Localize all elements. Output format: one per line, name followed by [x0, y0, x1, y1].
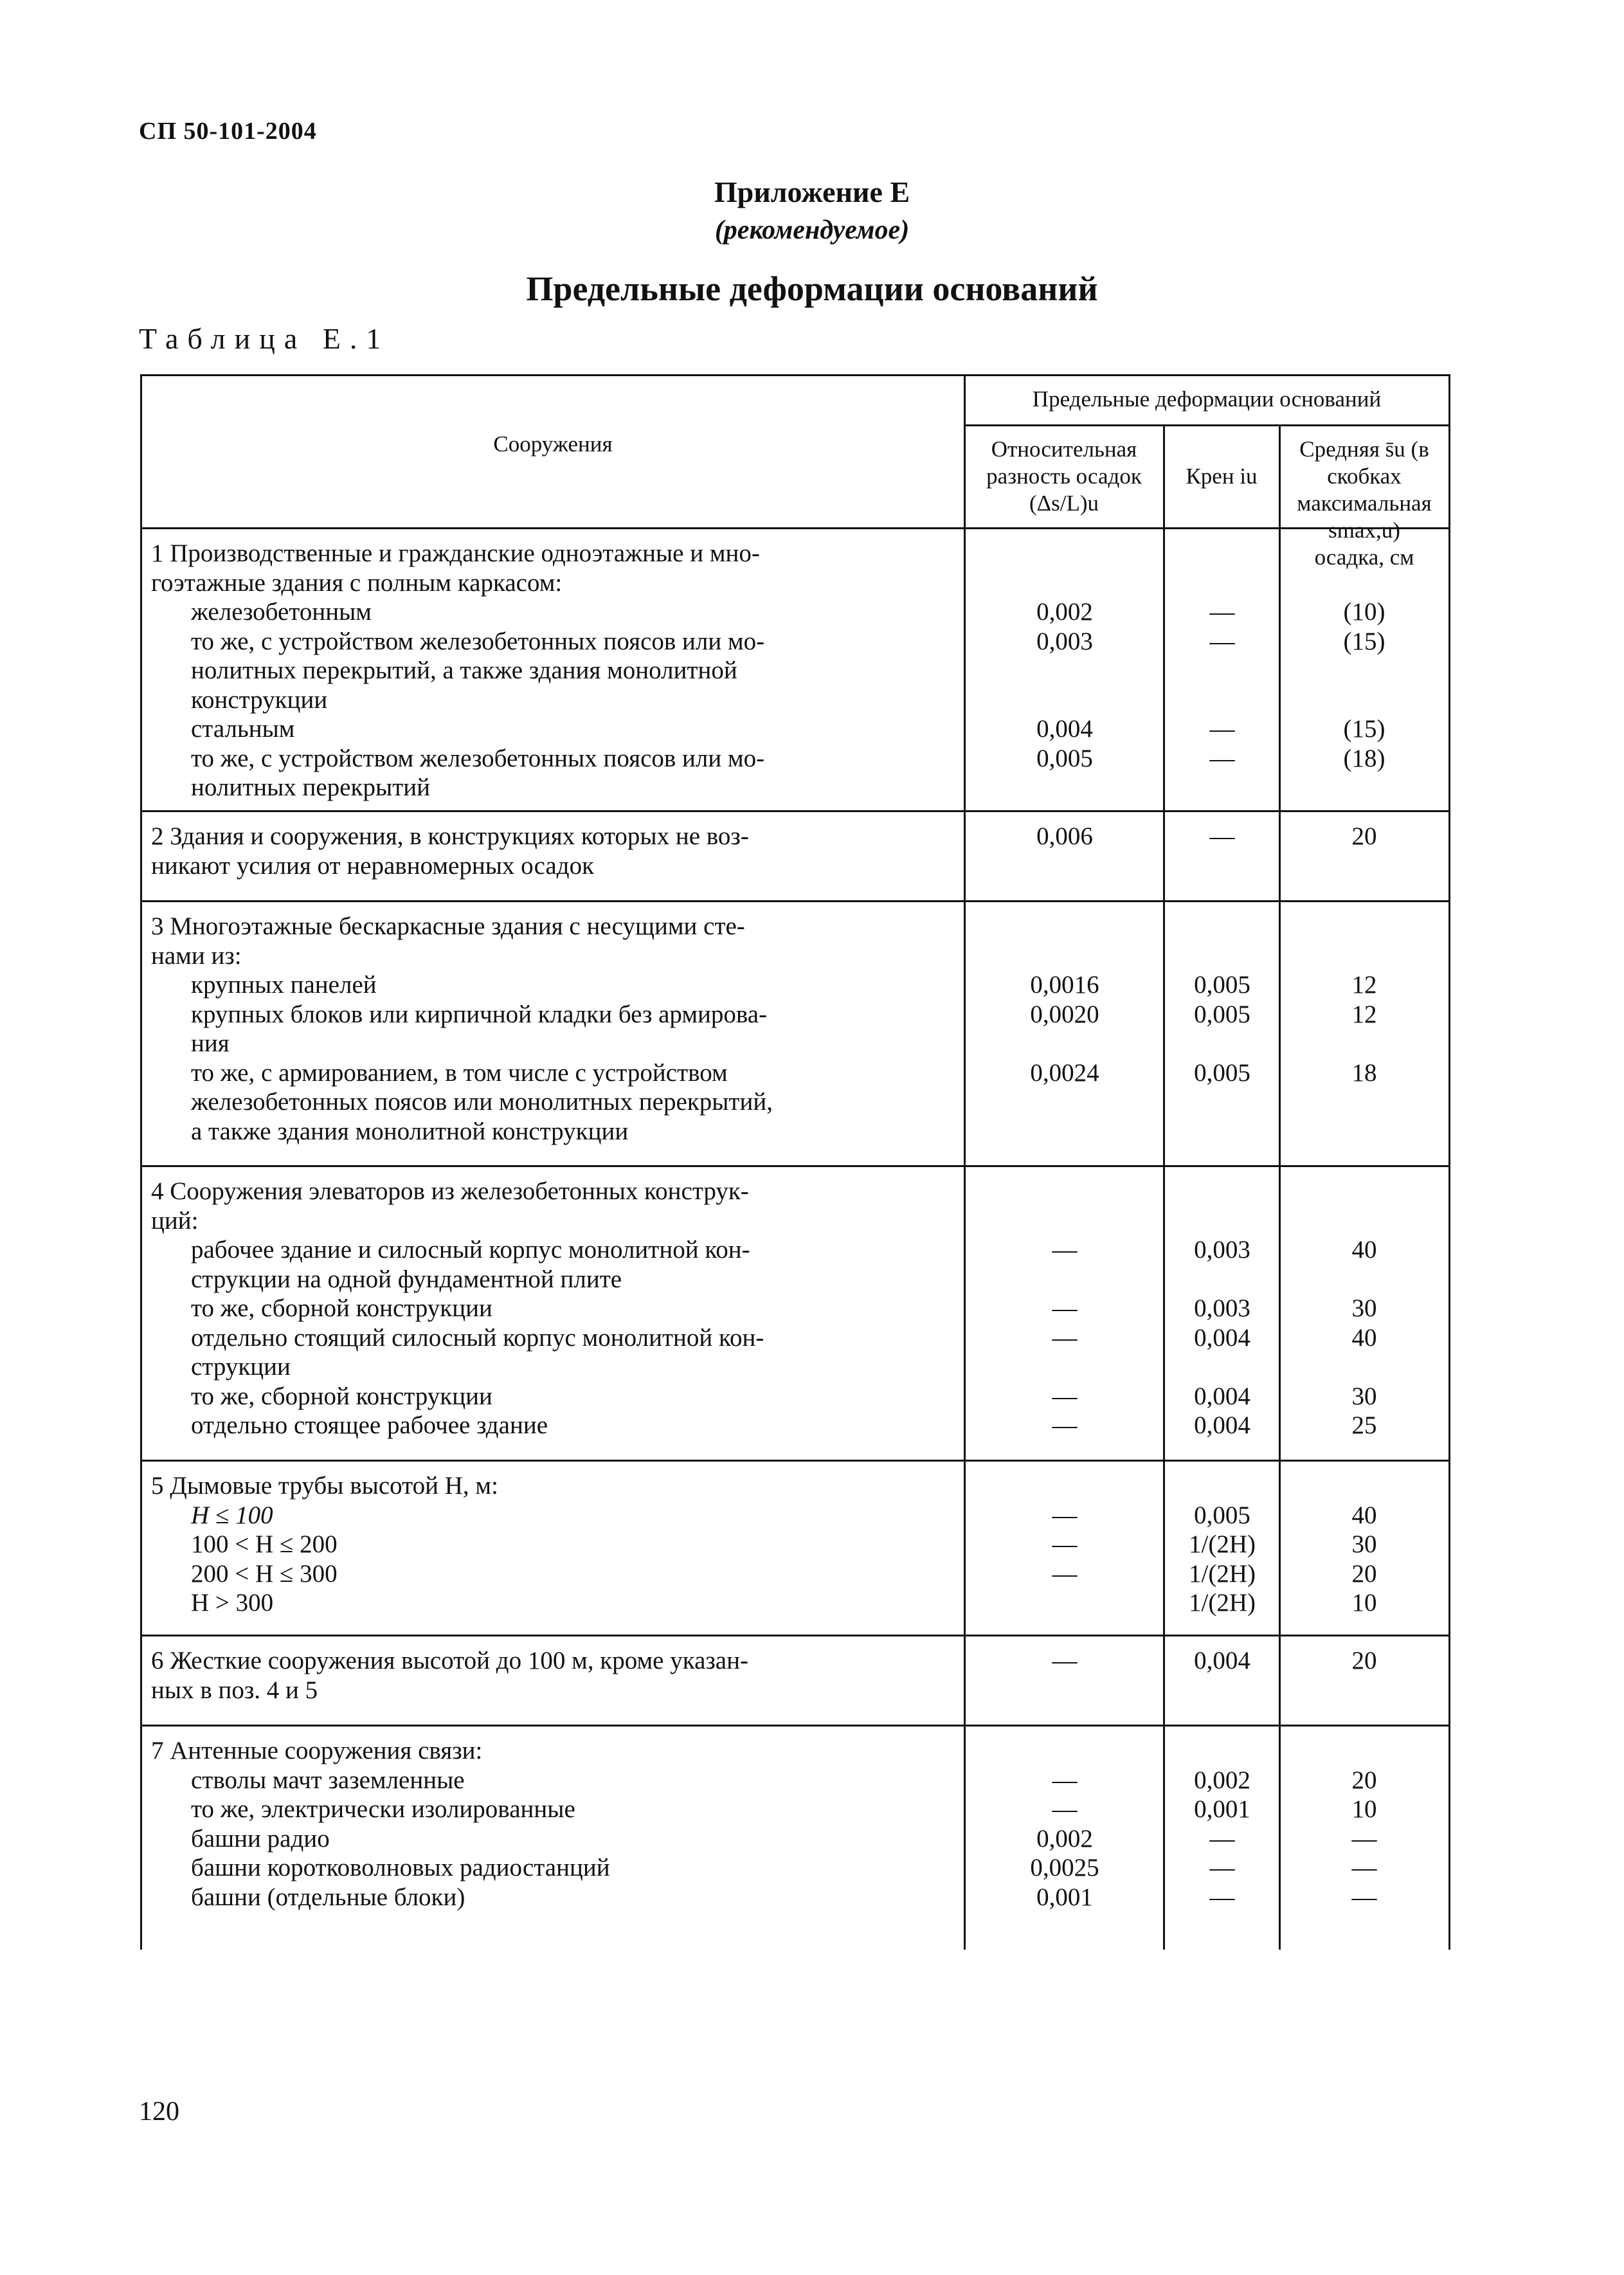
header-relative-settlement: Относительная разность осадок (Δs/L)u [986, 437, 1142, 516]
table-row-6-settlement: 20 [1351, 1647, 1377, 1674]
table-row-5-text: 5 Дымовые трубы высотой H, м: H ≤ 100 100 < H ≤ 200 200 < H ≤ 300 H > 300 [151, 1472, 498, 1617]
appendix-subtitle: (рекомендуемое) [714, 215, 910, 245]
table-row-7-settlement: 20 10 — — — [1351, 1766, 1377, 1911]
row-separator [142, 900, 1448, 902]
table-row-7-tilt: 0,002 0,001 — — — [1194, 1766, 1250, 1911]
table-row-3-relative-settlement: 0,0016 0,0020 0,0024 [1030, 971, 1099, 1087]
table-row-5-settlement: 40 30 20 10 [1351, 1501, 1377, 1617]
header-structures: Сооружения [493, 431, 613, 457]
table-row-1-tilt: — — — — [1209, 598, 1235, 772]
table-row-4-relative-settlement: — — — — — [1052, 1236, 1078, 1439]
table-row-2-text: 2 Здания и сооружения, в конструкциях которых не воз- никают усилия от неравномерных осадок [151, 822, 749, 880]
table-row-1-relative-settlement: 0,002 0,003 0,004 0,005 [1036, 598, 1093, 772]
table-row-4-text: 4 Сооружения элеваторов из железобетонных конструк- ций: рабочее здание и силосный корпус монолитной кон- струкции на одной фундаментной плите то же, сборной конструкции отдельно стоящий силосный корпус монолитной кон- струкции то же, сборной конструкции отдельно стоящее рабочее здание [151, 1177, 764, 1439]
header-group-divider [965, 424, 1448, 426]
table-row-6-text: 6 Жесткие сооружения высотой до 100 м, кроме указан- ных в поз. 4 и 5 [151, 1647, 748, 1704]
appendix-title: Приложение Е [714, 176, 910, 208]
table-row-4-settlement: 40 30 40 30 25 [1351, 1236, 1377, 1439]
table-row-7-relative-settlement: — — 0,002 0,0025 0,001 [1030, 1766, 1099, 1911]
row-separator [142, 1165, 1448, 1167]
table-row-5-tilt: 0,005 1/(2H) 1/(2H) 1/(2H) [1189, 1501, 1256, 1617]
table-row-1-text: 1 Производственные и гражданские одноэтажные и мно- гоэтажные здания с полным каркасом: железобетонным то же, с устройством железобетонных поясов или мо- нолитных перекрытий, а также здания монолитной конструкции стальным то же, с устройством железобетонных поясов или мо- нолитных перекрытий [151, 539, 765, 801]
table-row-4-tilt: 0,003 0,003 0,004 0,004 0,004 [1194, 1236, 1250, 1439]
row-separator [142, 1460, 1448, 1462]
table-row-2-tilt: — [1209, 822, 1235, 850]
header-tilt: Крен iu [1186, 464, 1258, 489]
table-row-2-settlement: 20 [1351, 822, 1377, 850]
page-number: 120 [139, 2097, 179, 2126]
page-title: Предельные деформации оснований [526, 269, 1098, 308]
row-separator [142, 810, 1448, 812]
table-label: Таблица Е.1 [139, 322, 390, 355]
table-row-2-relative-settlement: 0,006 [1036, 822, 1093, 850]
row-separator [142, 1725, 1448, 1727]
document-code: СП 50-101-2004 [139, 118, 317, 145]
table-row-5-relative-settlement: — — — [1052, 1501, 1078, 1588]
table-row-6-relative-settlement: — [1052, 1647, 1078, 1674]
row-separator [142, 1635, 1448, 1636]
table-row-6-tilt: 0,004 [1194, 1647, 1250, 1674]
table-top-border [142, 374, 1448, 376]
header-average-settlement: Средняя s̄u (в скобках максимальная smax,u) осадка, см [1297, 437, 1432, 570]
table-row-3-settlement: 12 12 18 [1351, 971, 1377, 1087]
table-row-1-settlement: (10) (15) (15) (18) [1343, 598, 1385, 772]
table-row-7-text: 7 Антенные сооружения связи: стволы мачт заземленные то же, электрически изолированные башни радио башни коротковолновых радиостанций башни (отдельные блоки) [151, 1737, 610, 1911]
deformation-limits-table [140, 374, 1450, 1950]
table-row-3-text: 3 Многоэтажные бескаркасные здания с несущими сте- нами из: крупных панелей крупных блоков или кирпичной кладки без армирова- ния то же, с армированием, в том числе с устройством железобетонных поясов или монолитных перекрытий, а также здания монолитной конструкции [151, 912, 773, 1145]
table-row-3-tilt: 0,005 0,005 0,005 [1194, 971, 1250, 1087]
header-group: Предельные деформации оснований [1032, 386, 1382, 412]
header-bottom-border [142, 527, 1448, 529]
